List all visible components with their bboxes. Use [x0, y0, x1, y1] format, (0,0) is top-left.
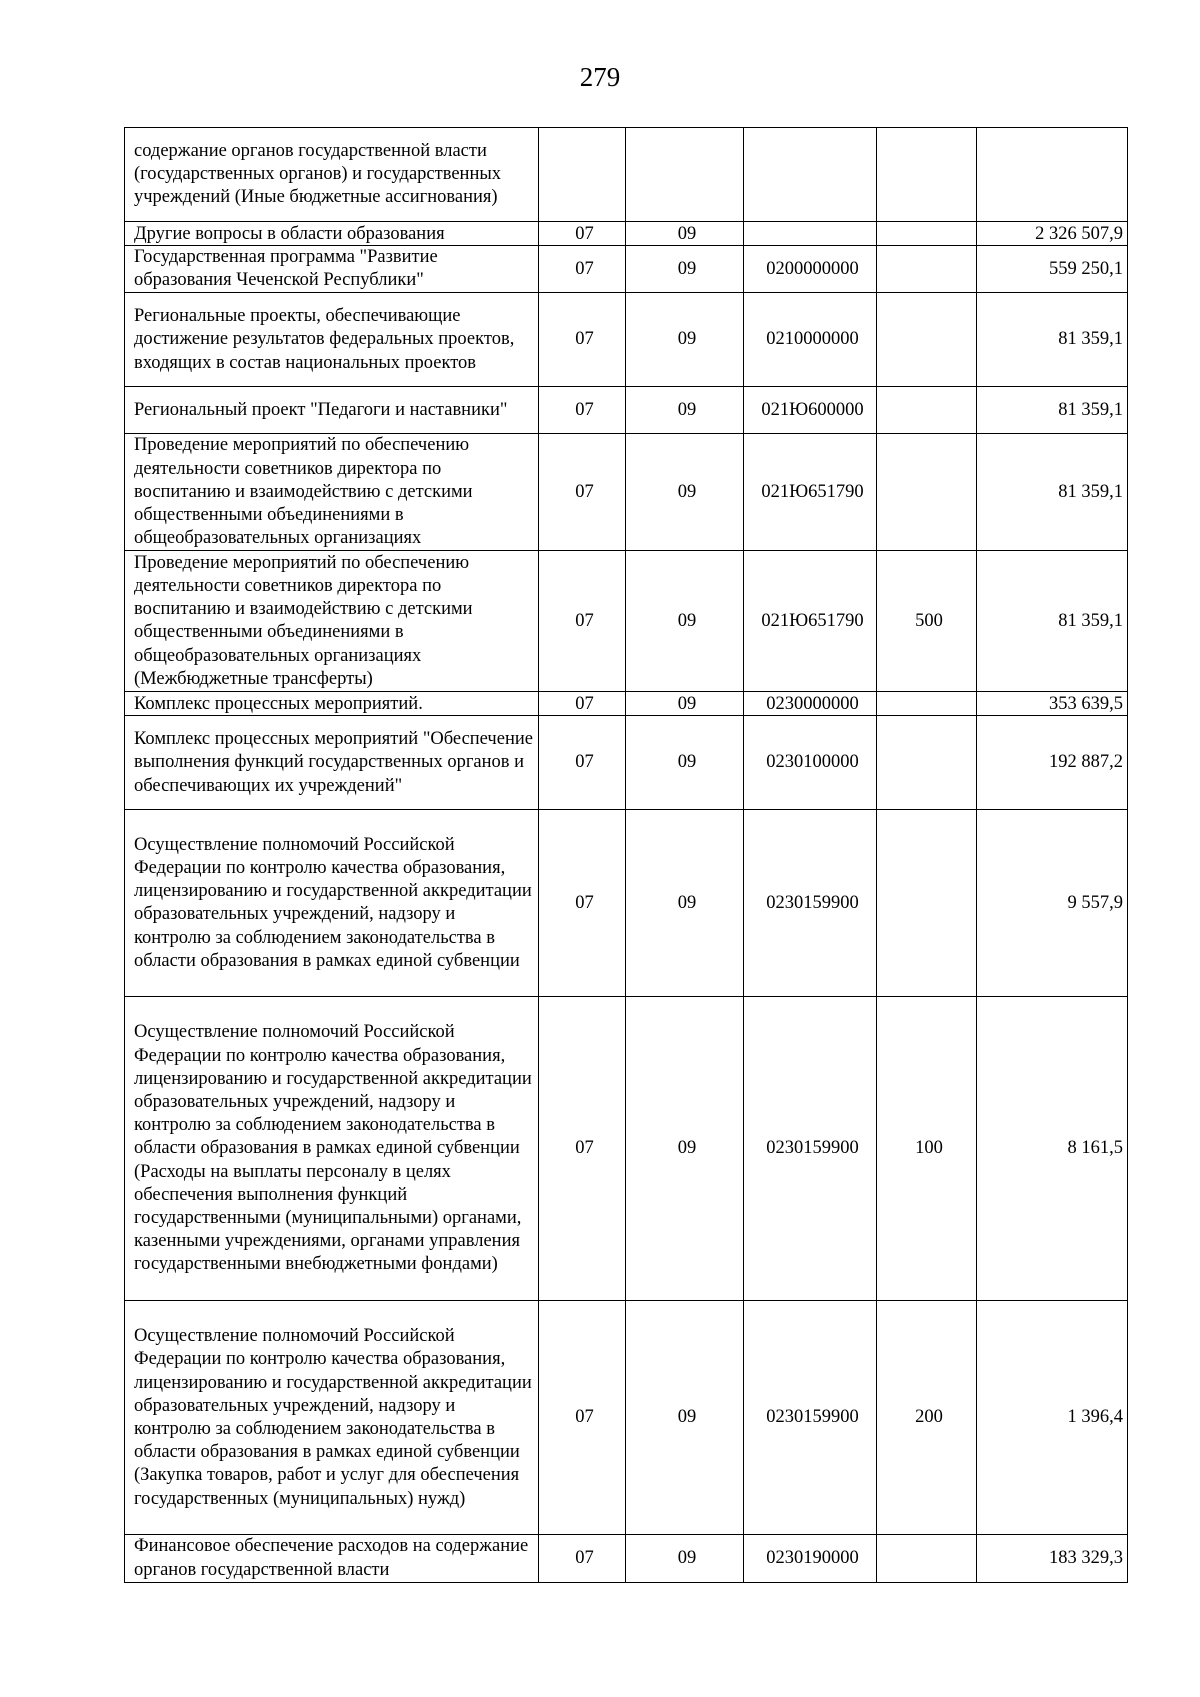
row-expense-type	[877, 434, 977, 551]
table-row	[125, 434, 1128, 551]
row-amount: 192 887,2	[977, 716, 1128, 810]
row-name: Проведение мероприятий по обеспечению деятельности советников директора по воспитанию и взаимодействию с детскими общественными объединениями в общеобразовательных организациях	[125, 434, 539, 551]
row-expense-type	[877, 716, 977, 810]
row-amount: 353 639,5	[977, 692, 1128, 716]
row-amount	[977, 128, 1128, 222]
table-row	[125, 997, 1128, 1301]
row-subsection: 09	[626, 434, 744, 551]
row-name: Региональный проект "Педагоги и наставники"	[125, 387, 539, 434]
row-expense-type	[877, 293, 977, 387]
row-section	[539, 128, 626, 222]
row-amount: 9 557,9	[977, 810, 1128, 997]
row-section: 07	[539, 293, 626, 387]
row-section: 07	[539, 1535, 626, 1582]
row-amount: 1 396,4	[977, 1301, 1128, 1535]
page-number: 279	[579, 62, 621, 92]
table-row	[125, 222, 1128, 246]
row-expense-type	[877, 246, 977, 293]
row-section: 07	[539, 716, 626, 810]
row-target-code	[744, 128, 877, 222]
row-subsection: 09	[626, 246, 744, 293]
table-row	[125, 246, 1128, 293]
row-section: 07	[539, 692, 626, 716]
row-subsection: 09	[626, 551, 744, 692]
table-row	[125, 810, 1128, 997]
row-subsection: 09	[626, 997, 744, 1301]
table-row	[125, 128, 1128, 222]
table-row	[125, 293, 1128, 387]
row-amount: 183 329,3	[977, 1535, 1128, 1582]
row-target-code: 0230000000	[744, 692, 877, 716]
row-amount: 81 359,1	[977, 293, 1128, 387]
row-target-code	[744, 222, 877, 246]
table-row	[125, 1535, 1128, 1582]
row-name: Региональные проекты, обеспечивающие достижение результатов федеральных проектов, входящих в состав национальных проектов	[125, 293, 539, 387]
row-section: 07	[539, 1301, 626, 1535]
row-section: 07	[539, 434, 626, 551]
table-row	[125, 716, 1128, 810]
row-target-code: 021Ю651790	[744, 434, 877, 551]
row-section: 07	[539, 246, 626, 293]
row-name: Комплекс процессных мероприятий "Обеспечение выполнения функций государственных органов и обеспечивающих их учреждений"	[125, 716, 539, 810]
row-amount: 81 359,1	[977, 434, 1128, 551]
table-row	[125, 692, 1128, 716]
row-section: 07	[539, 997, 626, 1301]
table-row	[125, 387, 1128, 434]
row-subsection: 09	[626, 1535, 744, 1582]
table-row	[125, 551, 1128, 692]
row-target-code: 021Ю651790	[744, 551, 877, 692]
row-target-code: 0230100000	[744, 716, 877, 810]
row-target-code: 0230159900	[744, 810, 877, 997]
row-target-code: 0210000000	[744, 293, 877, 387]
table-row	[125, 1301, 1128, 1535]
row-amount: 559 250,1	[977, 246, 1128, 293]
row-expense-type	[877, 810, 977, 997]
row-expense-type	[877, 128, 977, 222]
row-subsection: 09	[626, 716, 744, 810]
row-expense-type	[877, 387, 977, 434]
row-expense-type: 500	[877, 551, 977, 692]
row-expense-type	[877, 222, 977, 246]
row-name: содержание органов государственной власти (государственных органов) и государственных учреждений (Иные бюджетные ассигнования)	[125, 128, 539, 222]
row-subsection: 09	[626, 692, 744, 716]
row-subsection	[626, 128, 744, 222]
row-amount: 81 359,1	[977, 551, 1128, 692]
row-name: Осуществление полномочий Российской Федерации по контролю качества образования, лицензированию и государственной аккредитации образовательных учреждений, надзору и контролю за соблюдением законодательства в области образования в рамках единой субвенции (Расходы на выплаты персоналу в целях обеспечения выполнения функций государственными (муниципальными) органами, казенными учреждениями, органами управления государственными внебюджетными фондами)	[125, 997, 539, 1301]
row-expense-type: 100	[877, 997, 977, 1301]
row-expense-type: 200	[877, 1301, 977, 1535]
row-name: Финансовое обеспечение расходов на содержание органов государственной власти	[125, 1535, 539, 1582]
row-amount: 2 326 507,9	[977, 222, 1128, 246]
row-subsection: 09	[626, 387, 744, 434]
row-name: Комплекс процессных мероприятий.	[125, 692, 539, 716]
row-section: 07	[539, 222, 626, 246]
row-subsection: 09	[626, 293, 744, 387]
row-name: Осуществление полномочий Российской Федерации по контролю качества образования, лицензированию и государственной аккредитации образовательных учреждений, надзору и контролю за соблюдением законодательства в области образования в рамках единой субвенции (Закупка товаров, работ и услуг для обеспечения государственных (муниципальных) нужд)	[125, 1301, 539, 1535]
row-target-code: 0230190000	[744, 1535, 877, 1582]
row-name: Государственная программа "Развитие образования Чеченской Республики"	[125, 246, 539, 293]
row-subsection: 09	[626, 222, 744, 246]
row-expense-type	[877, 1535, 977, 1582]
row-section: 07	[539, 810, 626, 997]
row-amount: 8 161,5	[977, 997, 1128, 1301]
row-name: Осуществление полномочий Российской Федерации по контролю качества образования, лицензированию и государственной аккредитации образовательных учреждений, надзору и контролю за соблюдением законодательства в области образования в рамках единой субвенции	[125, 810, 539, 997]
row-amount: 81 359,1	[977, 387, 1128, 434]
row-subsection: 09	[626, 810, 744, 997]
row-subsection: 09	[626, 1301, 744, 1535]
row-name: Проведение мероприятий по обеспечению деятельности советников директора по воспитанию и взаимодействию с детскими общественными объединениями в общеобразовательных организациях (Межбюджетные трансферты)	[125, 551, 539, 692]
row-section: 07	[539, 551, 626, 692]
row-target-code: 0200000000	[744, 246, 877, 293]
row-target-code: 021Ю600000	[744, 387, 877, 434]
row-name: Другие вопросы в области образования	[125, 222, 539, 246]
row-section: 07	[539, 387, 626, 434]
row-target-code: 0230159900	[744, 997, 877, 1301]
row-target-code: 0230159900	[744, 1301, 877, 1535]
budget-table	[124, 127, 1128, 1583]
row-expense-type	[877, 692, 977, 716]
